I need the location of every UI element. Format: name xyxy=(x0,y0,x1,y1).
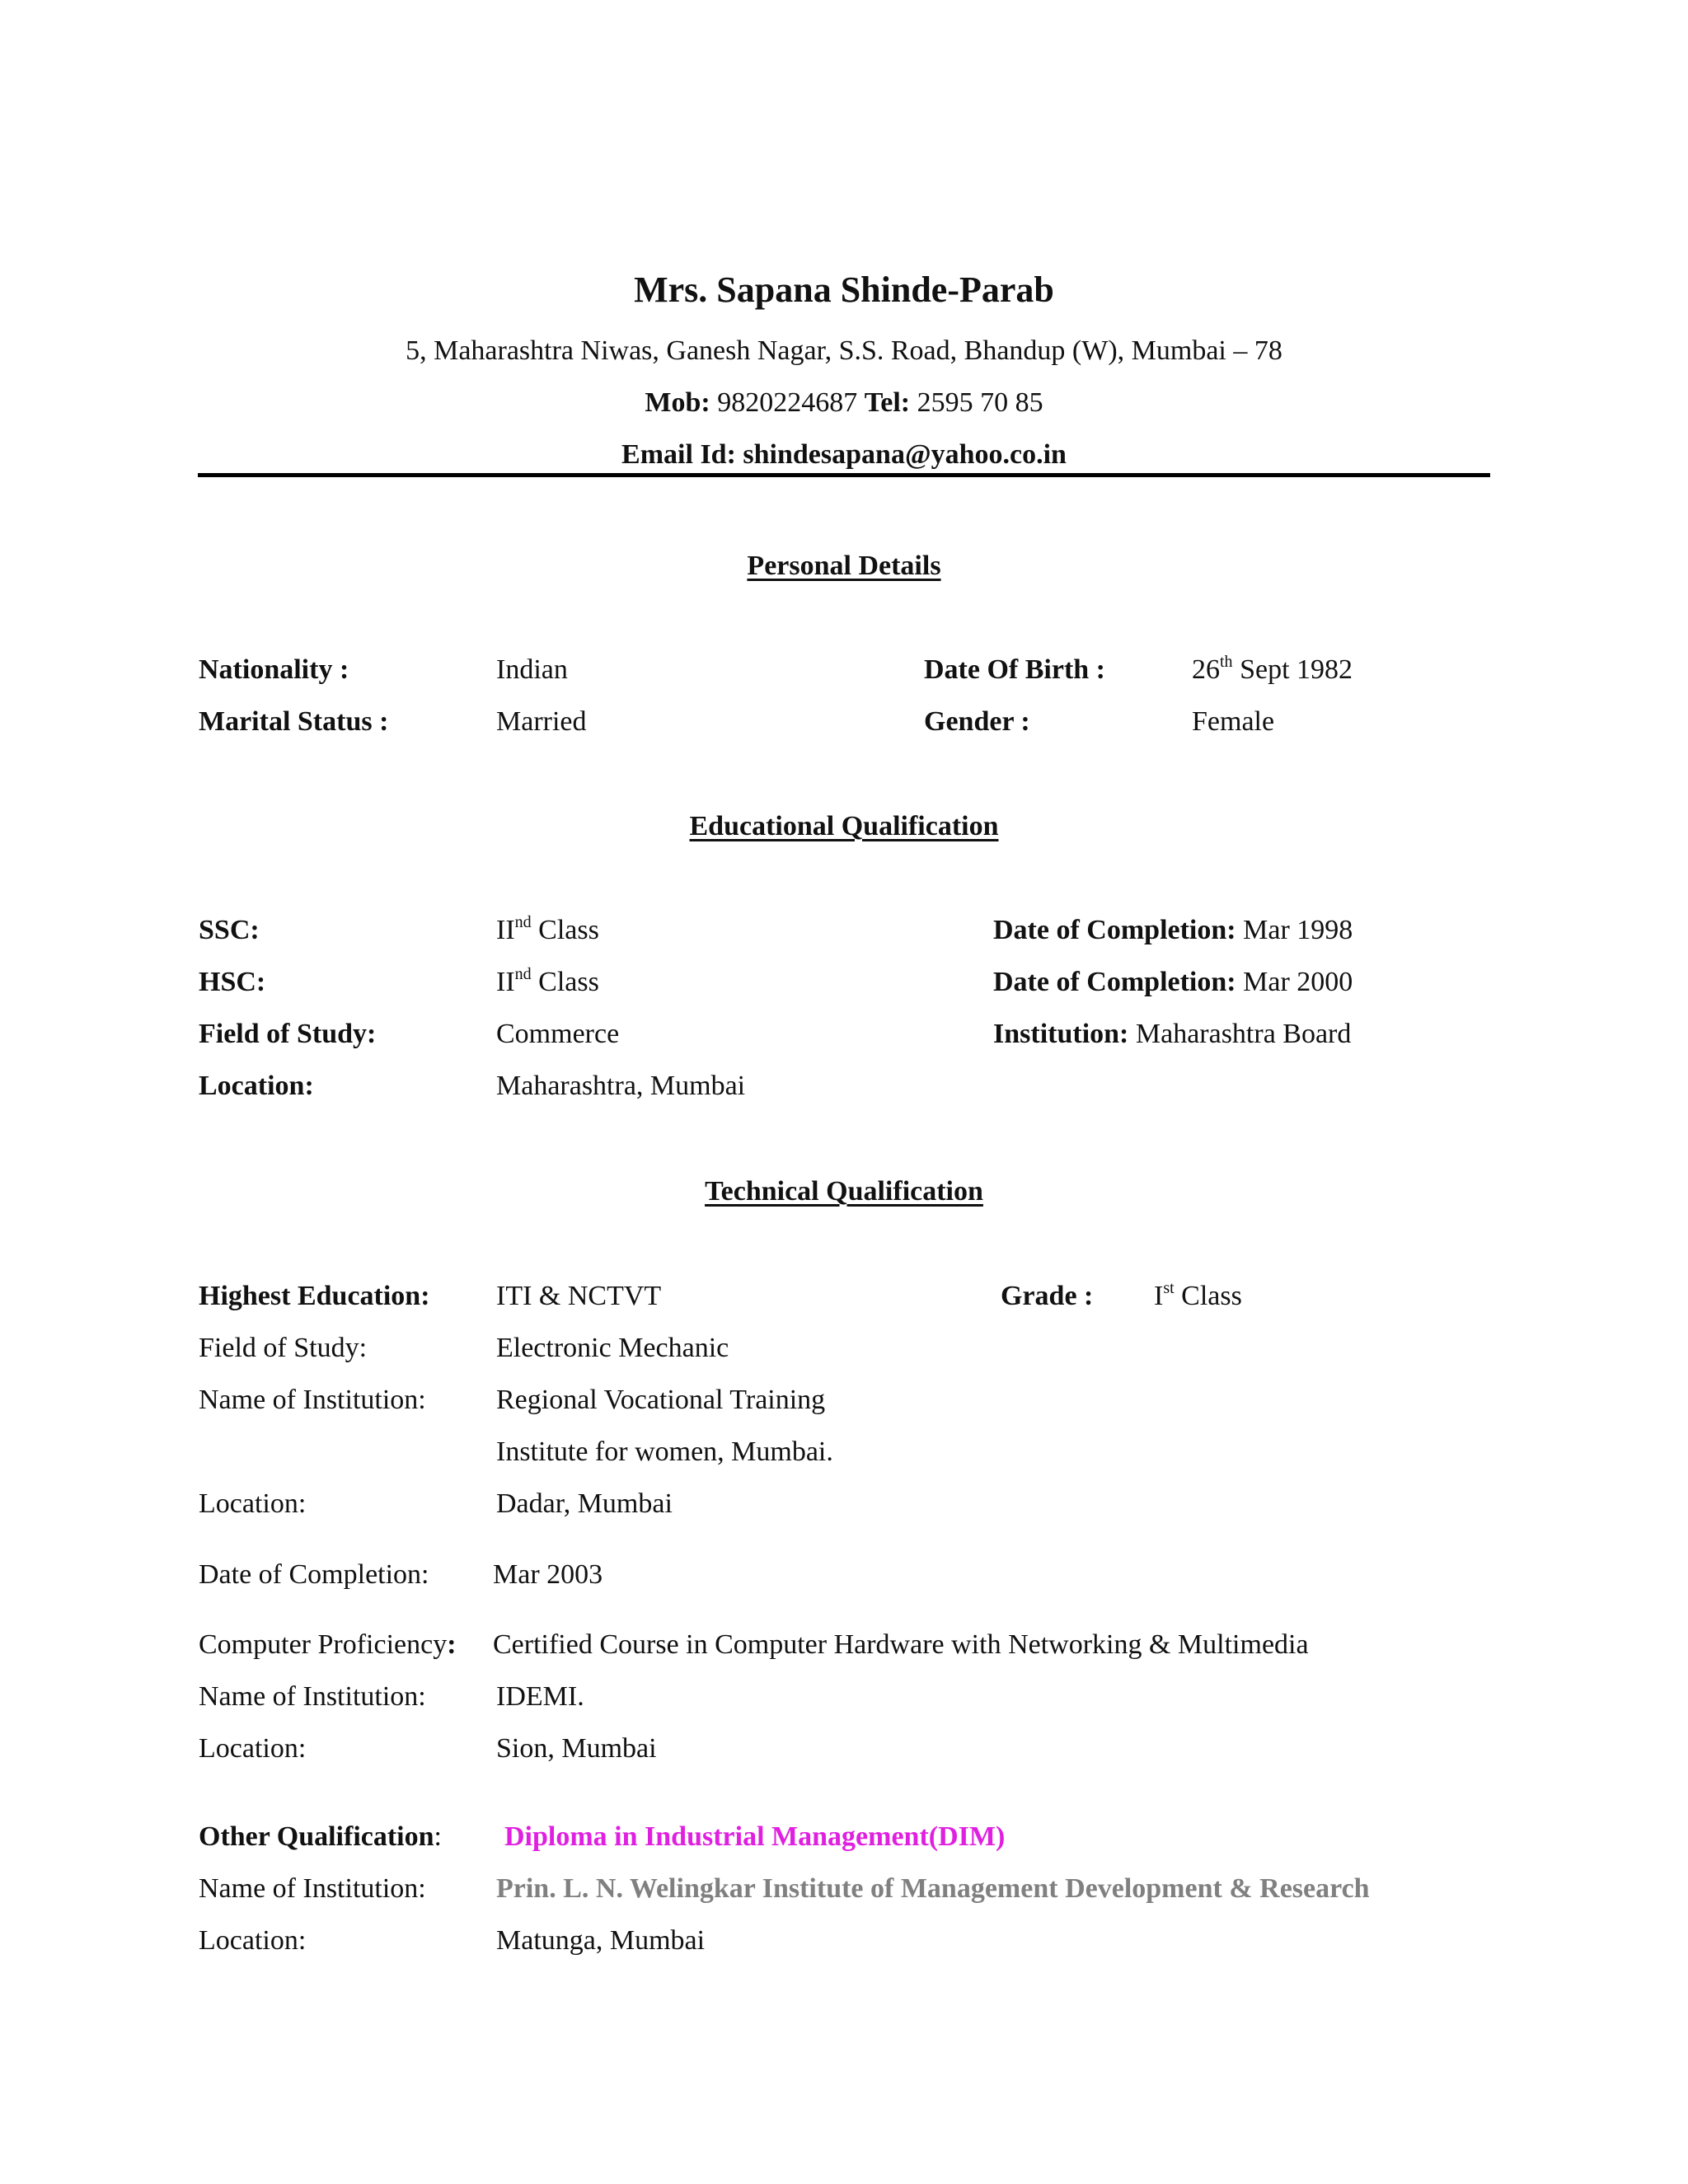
education-heading: Educational Qualification xyxy=(689,811,999,841)
grade-value xyxy=(1154,1280,1242,1313)
tech-institution-label: Name of Institution: xyxy=(199,1385,426,1415)
edu-location-value: Maharashtra, Mumbai xyxy=(496,1071,746,1101)
computer-proficiency-label-text: Computer Proficiency xyxy=(199,1629,448,1660)
candidate-name: Mrs. Sapana Shinde-Parab xyxy=(634,269,1054,310)
other-location-label: Location: xyxy=(199,1925,307,1956)
tel-label: Tel: xyxy=(864,387,911,418)
ssc-class-suffix: nd xyxy=(514,913,532,931)
ssc-class-rest: Class xyxy=(538,915,599,945)
other-qualification-value: Diploma in Industrial Management(DIM) xyxy=(504,1821,1006,1852)
grade-suffix: st xyxy=(1163,1279,1175,1297)
dob-label: Date Of Birth : xyxy=(924,654,1106,685)
ssc-label: SSC: xyxy=(199,915,260,945)
tech-institution-line1: Regional Vocational Training xyxy=(496,1385,826,1415)
tech-completion-label: Date of Completion: xyxy=(199,1559,429,1590)
marital-label: Marital Status : xyxy=(199,706,389,737)
tech-location-label: Location: xyxy=(199,1488,307,1519)
hsc-completion-value: Mar 2000 xyxy=(1243,967,1353,997)
computer-location-label: Location: xyxy=(199,1733,307,1764)
grade-label: Grade : xyxy=(1001,1281,1094,1311)
highest-value: ITI & NCTVT xyxy=(496,1281,662,1311)
tech-field-label: Field of Study: xyxy=(199,1333,368,1363)
computer-proficiency-value: Certified Course in Computer Hardware with Networking & Multimedia xyxy=(493,1629,1309,1660)
dob-day: 26 xyxy=(1192,654,1220,685)
computer-institution-value: IDEMI. xyxy=(496,1681,584,1712)
edu-field-value: Commerce xyxy=(496,1019,620,1049)
edu-institution xyxy=(993,1018,1351,1051)
edu-location-label: Location: xyxy=(199,1071,314,1101)
edu-institution-label: Institution: xyxy=(993,1019,1129,1049)
contact-line xyxy=(0,387,1688,419)
tech-location-value: Dadar, Mumbai xyxy=(496,1488,673,1519)
gender-label: Gender : xyxy=(924,706,1030,737)
grade-numeral: I xyxy=(1154,1281,1164,1311)
hsc-label: HSC: xyxy=(199,967,266,997)
nationality-value: Indian xyxy=(496,654,568,685)
personal-heading: Personal Details xyxy=(747,551,941,581)
ssc-completion xyxy=(993,914,1353,947)
mob-value: 9820224687 xyxy=(717,387,858,418)
computer-institution-label: Name of Institution: xyxy=(199,1681,426,1712)
other-location-value: Matunga, Mumbai xyxy=(496,1925,706,1956)
other-qualification-label xyxy=(199,1821,442,1854)
edu-institution-value: Maharashtra Board xyxy=(1135,1019,1352,1049)
edu-field-label: Field of Study: xyxy=(199,1019,377,1049)
dob-rest: Sept 1982 xyxy=(1240,654,1353,685)
hsc-completion-label: Date of Completion: xyxy=(993,967,1236,997)
email: Email Id: shindesapana@yahoo.co.in xyxy=(621,439,1067,470)
header-divider xyxy=(198,473,1490,477)
tech-completion-value: Mar 2003 xyxy=(493,1559,603,1590)
mob-label: Mob: xyxy=(645,387,710,418)
computer-proficiency-label xyxy=(199,1629,457,1661)
computer-proficiency-colon: : xyxy=(447,1629,457,1660)
other-qualification-label-text: Other Qualification xyxy=(199,1821,434,1852)
hsc-class-rest: Class xyxy=(538,967,599,997)
nationality-label: Nationality : xyxy=(199,654,349,685)
gender-value: Female xyxy=(1192,706,1275,737)
dob-value xyxy=(1192,654,1353,687)
other-institution-value: Prin. L. N. Welingkar Institute of Management Development & Research xyxy=(496,1873,1370,1904)
ssc-class xyxy=(496,914,599,947)
tech-institution-line2: Institute for women, Mumbai. xyxy=(496,1436,833,1467)
hsc-class-numeral: II xyxy=(496,967,515,997)
ssc-class-numeral: II xyxy=(496,915,515,945)
hsc-class-suffix: nd xyxy=(514,965,532,983)
other-institution-label: Name of Institution: xyxy=(199,1873,426,1904)
hsc-class xyxy=(496,966,599,999)
ssc-completion-label: Date of Completion: xyxy=(993,915,1236,945)
highest-label: Highest Education: xyxy=(199,1281,430,1311)
technical-heading: Technical Qualification xyxy=(705,1176,983,1207)
marital-value: Married xyxy=(496,706,587,737)
hsc-completion xyxy=(993,966,1353,999)
other-qualification-colon: : xyxy=(434,1821,442,1852)
address: 5, Maharashtra Niwas, Ganesh Nagar, S.S. Road, Bhandup (W), Mumbai – 78 xyxy=(406,335,1282,366)
tel-value: 2595 70 85 xyxy=(917,387,1043,418)
tech-field-value: Electronic Mechanic xyxy=(496,1333,729,1363)
grade-rest: Class xyxy=(1181,1281,1242,1311)
computer-location-value: Sion, Mumbai xyxy=(496,1733,657,1764)
dob-suffix: th xyxy=(1220,653,1233,671)
ssc-completion-value: Mar 1998 xyxy=(1243,915,1353,945)
